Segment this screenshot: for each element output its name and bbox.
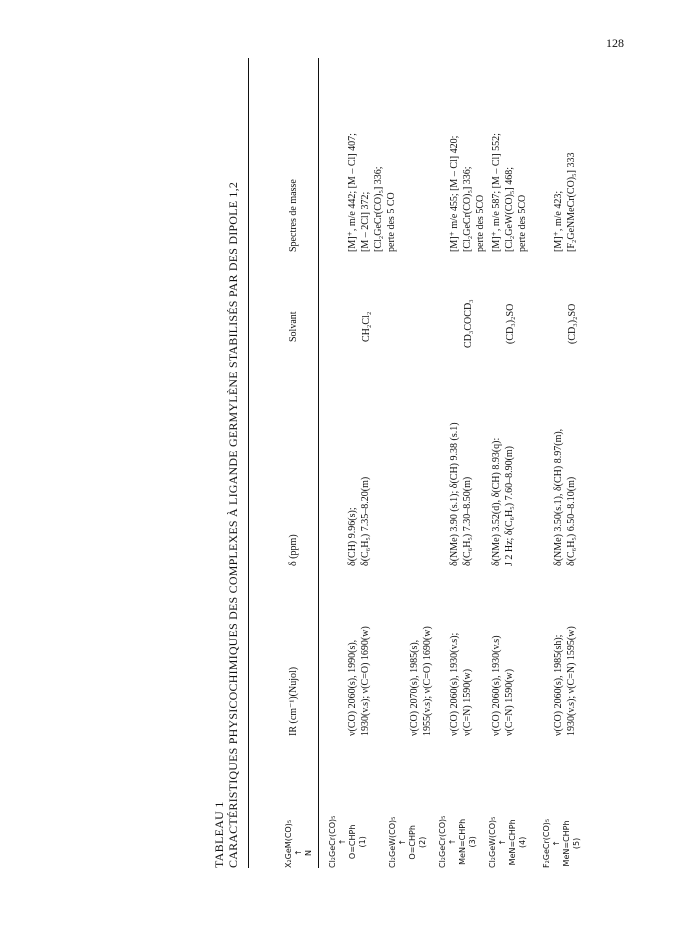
table-row-3-solvent: CD₃COCD₃ [463, 299, 474, 348]
compound-number: (5) [572, 837, 581, 850]
ir-line: ν(C=N) 1590(w) [504, 668, 515, 736]
nmr-line: δ(NMe) 3.90 (s.1); δ(CH) 9.38 (s.1) [449, 422, 460, 566]
compound-arrow: ↑ [552, 840, 561, 847]
header-ms: Spectres de masse [288, 179, 299, 252]
table-row-1-nmr [346, 477, 372, 566]
table-row-1-ms [346, 133, 398, 252]
header-rule [318, 58, 319, 868]
compound-arrow: ↑ [398, 838, 407, 846]
compound-number: (3) [468, 836, 477, 848]
compound-formula: Cl₂GeCr(CO)₅ [328, 815, 337, 868]
compound-formula: Cl₂GeCr(CO)₅ [438, 815, 447, 868]
table-row-5-ms [552, 153, 578, 252]
table-row-1-ir [346, 626, 372, 736]
rotated-table [212, 48, 680, 868]
nmr-line: J 2 Hz; δ(C₆H₅) 7.60–8.90(m) [504, 445, 515, 566]
ir-line: ν(C=N) 1590(w) [462, 668, 473, 736]
table-row-2-compound [388, 817, 428, 868]
table-row-3-ir [448, 633, 474, 736]
ir-line: ν(CO) 2060(s), 1930(v.s) [491, 635, 502, 736]
compound-formula: F₂GeCr(CO)₅ [542, 818, 551, 868]
table-row-4-solvent: (CD₃)₂SO [505, 303, 516, 344]
compound-ligand: MeN=CHPh [562, 820, 571, 867]
compound-number: (2) [418, 836, 427, 848]
table-row-4-ms [490, 133, 529, 252]
ms-line: [M – 2Cl] 372; [360, 191, 371, 252]
compound-number: (1) [358, 836, 367, 848]
compound-number: (4) [518, 836, 527, 848]
table-row-4-nmr [490, 438, 516, 566]
ms-line: [M]⁺, m/e 442; [M – Cl] 407; [347, 133, 358, 252]
table-row-5-compound [542, 819, 582, 868]
ir-line: 1930(v.s); ν(C=N) 1595(w) [566, 626, 577, 736]
table-row-1-compound [328, 816, 368, 868]
ms-line: [F₂GeNMeCr(CO)₅] 333 [566, 152, 577, 252]
table-row-3-compound [438, 816, 478, 868]
ms-line: [M]⁺ m/e 455; [M – Cl] 420; [449, 135, 460, 252]
table-label: TABLEAU 1 [212, 801, 226, 868]
header-compound-n: N [304, 850, 313, 856]
table-row-5-ir [552, 626, 578, 736]
header-compound-arrow: ↑ [294, 849, 303, 856]
compound-ligand: O=CHPh [348, 824, 357, 860]
table-row-3-ms [448, 136, 487, 252]
compound-arrow: ↑ [338, 838, 347, 846]
compound-formula: Cl₂GeW(CO)₅ [488, 816, 497, 868]
table-row-3-nmr [448, 422, 474, 566]
ms-line: [Cl₂GeW(CO)₅] 468; [504, 166, 515, 252]
ir-line: 1930(v.s); ν(C=O) 1690(w) [360, 626, 371, 736]
header-nmr: δ (ppm) [288, 534, 299, 566]
nmr-line: δ(C₆H₅) 6.50–8.10(m) [566, 476, 577, 566]
table-title: CARACTÉRISTIQUES PHYSICOCHIMIQUES DES COMPLEXES À LIGANDE GERMYLÈNE STABILISÉS PAR DES DIPOLE 1,2 [226, 181, 240, 868]
compound-ligand: MeN=CHPh [508, 819, 517, 866]
nmr-line: δ(CH) 9.96(s); [347, 507, 358, 566]
ir-line: ν(CO) 2060(s), 1930(v.s); [449, 632, 460, 736]
table-row-5-nmr [552, 429, 578, 566]
ms-line: perte des 5 CO [386, 192, 397, 252]
table-row-2-ir [408, 626, 434, 736]
ir-line: ν(CO) 2070(s), 1985(s), [409, 639, 420, 736]
ms-line: [Cl₂GeCr(CO)₅] 336; [373, 166, 384, 252]
table-row-4-compound [488, 817, 528, 868]
nmr-line: δ(C₆H₅) 7.30–8.50(m) [462, 476, 473, 566]
ms-line: [M]⁺, m/e 423; [553, 190, 564, 252]
ms-line: [Cl₂GeCr(CO)₅] 336; [462, 166, 473, 252]
compound-ligand: O=CHPh [408, 825, 417, 860]
top-rule [248, 58, 249, 868]
header-compound-formula: X₂GeM(CO)₅ [284, 819, 293, 868]
header-solvent: Solvant [288, 311, 299, 342]
table-row-5-solvent: (CD₃)₂SO [567, 303, 578, 344]
ms-line: perte des 5CO [475, 194, 486, 252]
nmr-line: δ(NMe) 3.50(s.1), δ(CH) 8.97(m), [553, 428, 564, 566]
header-compound [284, 820, 314, 868]
ir-line: 1955(v.s); ν(C=O) 1690(w) [422, 626, 433, 736]
compound-arrow: ↑ [448, 838, 457, 846]
nmr-line: δ(NMe) 3.52(d), δ(CH) 8.93(q): [491, 437, 502, 566]
table-row-1-solvent: CH₂Cl₂ [361, 311, 372, 342]
ir-line: ν(CO) 2060(s), 1985(sh); [553, 634, 564, 736]
table-row-4-ir [490, 635, 516, 736]
nmr-line: δ(C₆H₅) 7.35–8.20(m) [360, 476, 371, 566]
compound-formula: Cl₂GeW(CO)₅ [388, 816, 397, 868]
header-ir: IR (cm⁻¹)(Nujol) [288, 666, 299, 736]
ms-line: perte des 5CO [517, 194, 528, 252]
compound-arrow: ↑ [498, 838, 507, 846]
ir-line: ν(CO) 2060(s), 1990(s), [347, 639, 358, 736]
compound-ligand: MeN=CHPh [458, 818, 467, 865]
ms-line: [M]⁺, m/e 587; [M – Cl] 552; [491, 133, 502, 252]
page-number: 128 [606, 36, 624, 50]
